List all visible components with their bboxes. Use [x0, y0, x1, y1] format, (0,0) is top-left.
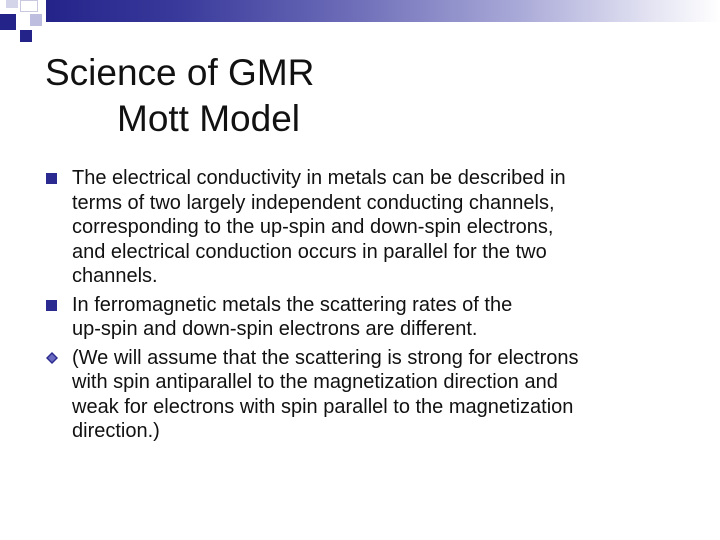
decorative-square: [20, 0, 38, 12]
square-bullet-icon: [46, 300, 57, 311]
decorative-square: [30, 14, 42, 26]
slide-subtitle: Mott Model: [117, 98, 301, 139]
slide-title: Science of GMR: [45, 52, 315, 93]
bullet-line: weak for electrons with spin parallel to the magnetization: [72, 395, 574, 418]
bullet-line: and electrical conduction occurs in parallel for the two: [72, 240, 547, 263]
header-gradient-bar: [46, 0, 720, 22]
bullet-item-scattering-rates: [46, 293, 686, 342]
bullet-line: direction.): [72, 420, 160, 442]
square-bullet-icon: [46, 173, 57, 184]
bullet-line: corresponding to the up-spin and down-spin electrons,: [72, 216, 554, 238]
bullet-line: with spin antiparallel to the magnetization direction and: [72, 371, 558, 393]
bullet-line: up-spin and down-spin electrons are different.: [72, 318, 478, 340]
bullet-item-assumption: [46, 346, 686, 444]
decorative-square: [20, 30, 32, 42]
decorative-square: [6, 0, 18, 8]
bullet-line: In ferromagnetic metals the scattering rates of the: [72, 293, 513, 316]
bullet-line: The electrical conductivity in metals can be described in: [72, 167, 566, 189]
decorative-square: [0, 14, 16, 30]
bullet-line: (We will assume that the scattering is strong for electrons: [72, 346, 579, 369]
bullet-list: [46, 166, 686, 448]
bullet-item-conductivity: [46, 166, 686, 289]
bullet-line: channels.: [72, 265, 158, 287]
bullet-line: terms of two largely independent conducting channels,: [72, 191, 555, 214]
diamond-bullet-icon: [46, 352, 58, 364]
